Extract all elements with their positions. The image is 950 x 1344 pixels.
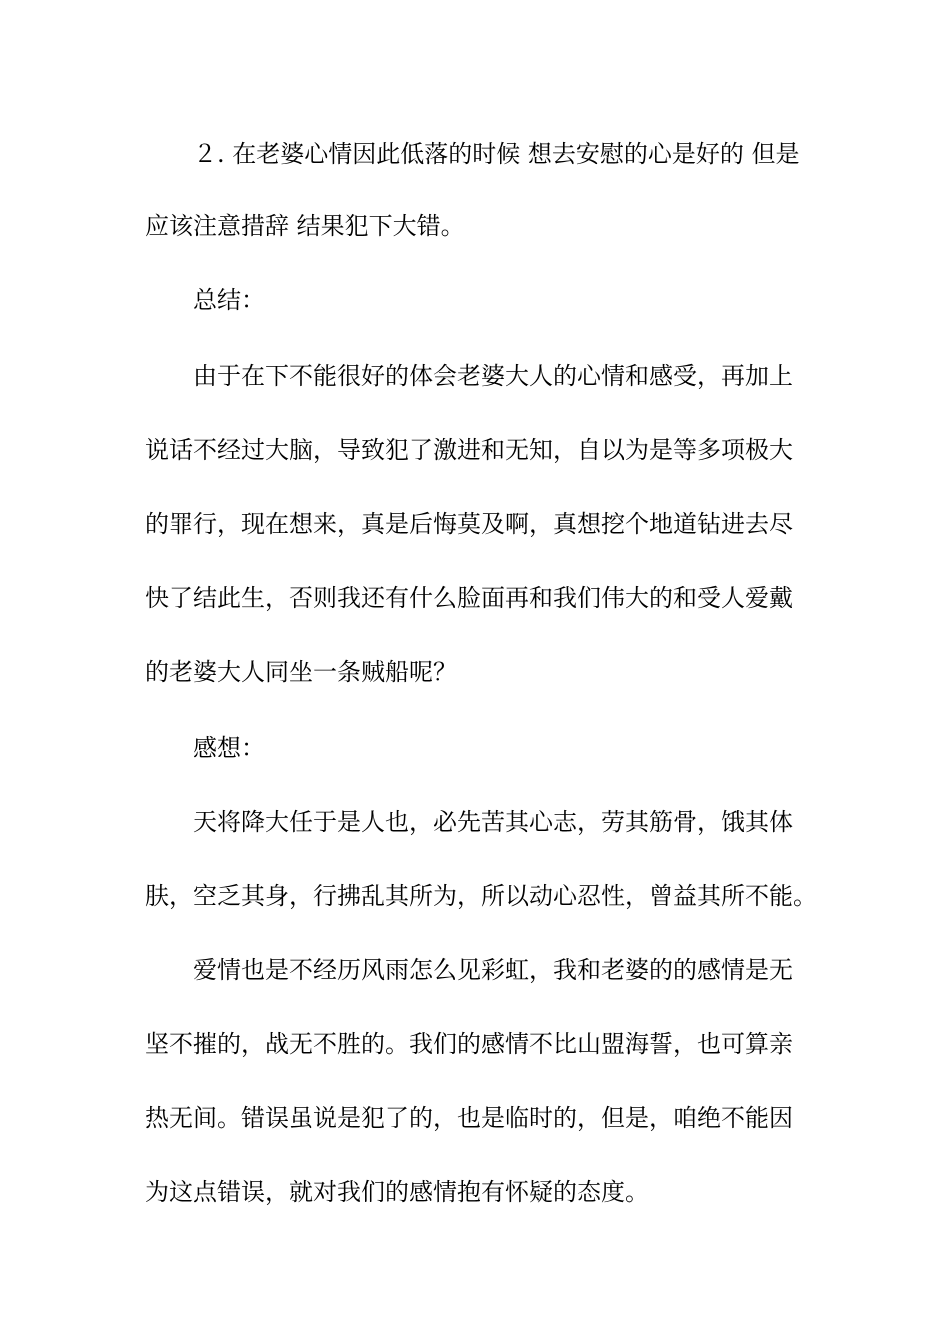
paragraph-line: 的老婆大人同坐一条贼船呢？ xyxy=(145,658,457,686)
paragraph-line: 为这点错误，就对我们的感情抱有怀疑的态度。 xyxy=(145,1178,649,1206)
paragraph-line: 应该注意措辞 结果犯下大错。 xyxy=(145,212,465,240)
paragraph-line: 的罪行，现在想来，真是后悔莫及啊，真想挖个地道钻进去尽 xyxy=(145,510,793,538)
paragraph-line: 说话不经过大脑，导致犯了激进和无知，自以为是等多项极大 xyxy=(145,436,793,464)
paragraph-line: 天将降大任于是人也，必先苦其心志，劳其筋骨，饿其体 xyxy=(193,808,793,836)
paragraph-line: 爱情也是不经历风雨怎么见彩虹，我和老婆的的感情是无 xyxy=(193,956,793,984)
paragraph-line: 热无间。错误虽说是犯了的，也是临时的，但是，咱绝不能因 xyxy=(145,1104,793,1132)
paragraph-line: 肤，空乏其身，行拂乱其所为，所以动心忍性，曾益其所不能。 xyxy=(145,882,817,910)
section-heading-reflection: 感想： xyxy=(193,734,265,762)
paragraph-line: ２. 在老婆心情因此低落的时候 想去安慰的心是好的 但是 xyxy=(193,140,800,168)
section-heading-summary: 总结： xyxy=(193,286,265,314)
paragraph-line: 由于在下不能很好的体会老婆大人的心情和感受，再加上 xyxy=(193,362,793,390)
paragraph-line: 坚不摧的，战无不胜的。我们的感情不比山盟海誓，也可算亲 xyxy=(145,1030,793,1058)
paragraph-line: 快了结此生，否则我还有什么脸面再和我们伟大的和受人爱戴 xyxy=(145,584,793,612)
